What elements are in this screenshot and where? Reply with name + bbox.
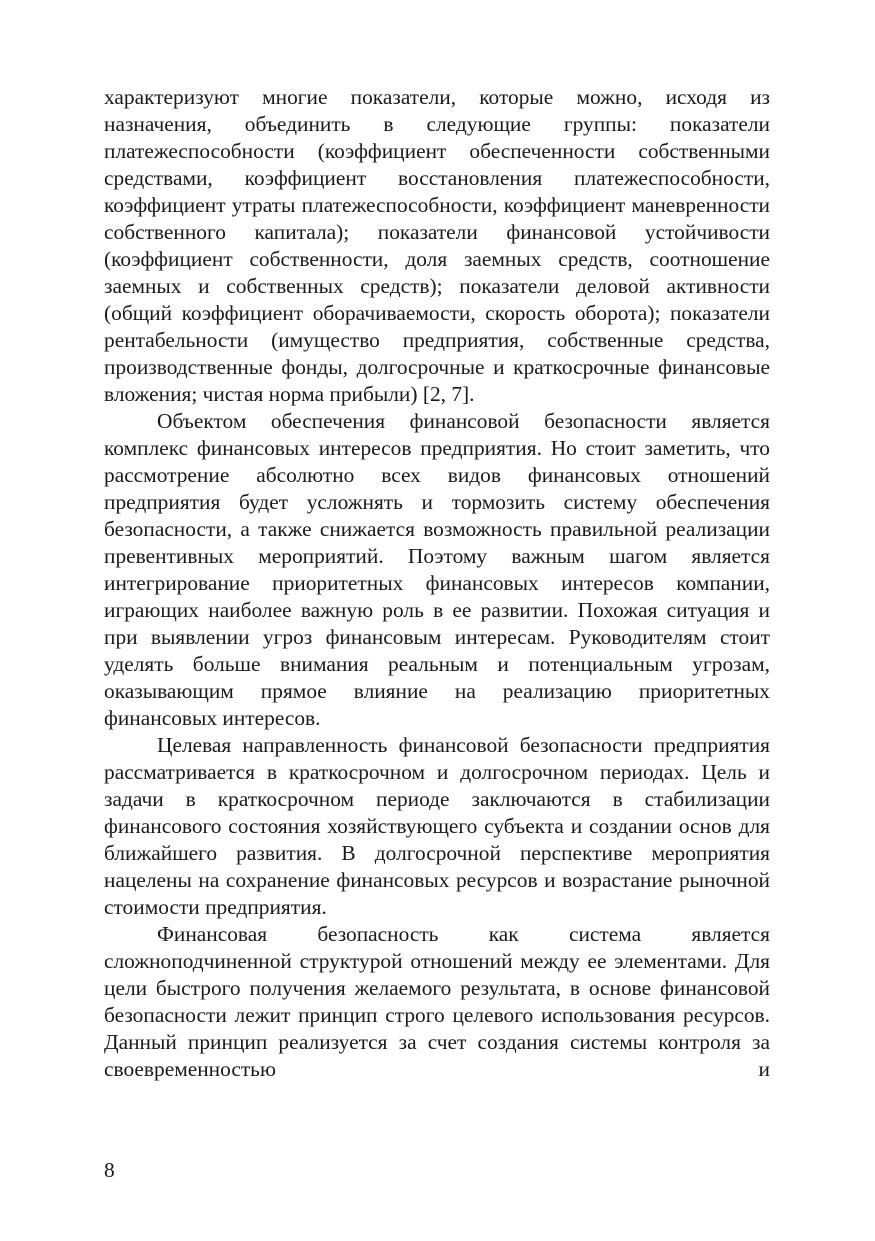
paragraph-security-as-system: Финансовая безопасность как система является сложноподчиненной структурой отношений между ее элементами. Для цели быстрого получения желаемого результата, в основе финансовой безопасности лежит принцип строго целевого использования ресурсов. Данный принцип реализуется за счет создания системы контроля за своевременностью и [104,922,770,1081]
page-number: 8 [104,1158,115,1182]
paragraph-target-orientation: Целевая направленность финансовой безопасности предприятия рассматривается в краткосрочном и долгосрочном периодах. Цель и задачи в краткосрочном периоде заключаются в стабилизации финансового состояния хозяйствующего субъекта и создании основ для ближайшего развития. В долгосрочной перспективе мероприятия нацелены на сохранение финансовых ресурсов и возрастание рыночной стоимости предприятия. [104,733,770,919]
page-body [104,84,770,1083]
paragraph-groups-of-indicators: характеризуют многие показатели, которые можно, исходя из назначения, объединить в следующие группы: показатели платежеспособности (коэффициент обеспеченности собственными средствами, коэффициент восстановления платежеспособности, коэффициент утраты платежеспособности, коэффициент маневренности собственного капитала); показатели финансовой устойчивости (коэффициент собственности, доля заемных средств, соотношение заемных и собственных средств); показатели деловой активности (общий коэффициент оборачиваемости, скорость оборота); показатели рентабельности (имущество предприятия, собственные средства, производственные фонды, долгосрочные и краткосрочные финансовые вложения; чистая норма прибыли) [2, 7]. [104,85,770,406]
paragraph-object-of-security: Объектом обеспечения финансовой безопасности является комплекс финансовых интересов предприятия. Но стоит заметить, что рассмотрение абсолютно всех видов финансовых отношений предприятия будет усложнять и тормозить систему обеспечения безопасности, а также снижается возможность правильной реализации превентивных мероприятий. Поэтому важным шагом является интегрирование приоритетных финансовых интересов компании, играющих наиболее важную роль в ее развитии. Похожая ситуация и при выявлении угроз финансовым интересам. Руководителям стоит уделять больше внимания реальным и потенциальным угрозам, оказывающим прямое влияние на реализацию приоритетных финансовых интересов. [104,409,770,730]
